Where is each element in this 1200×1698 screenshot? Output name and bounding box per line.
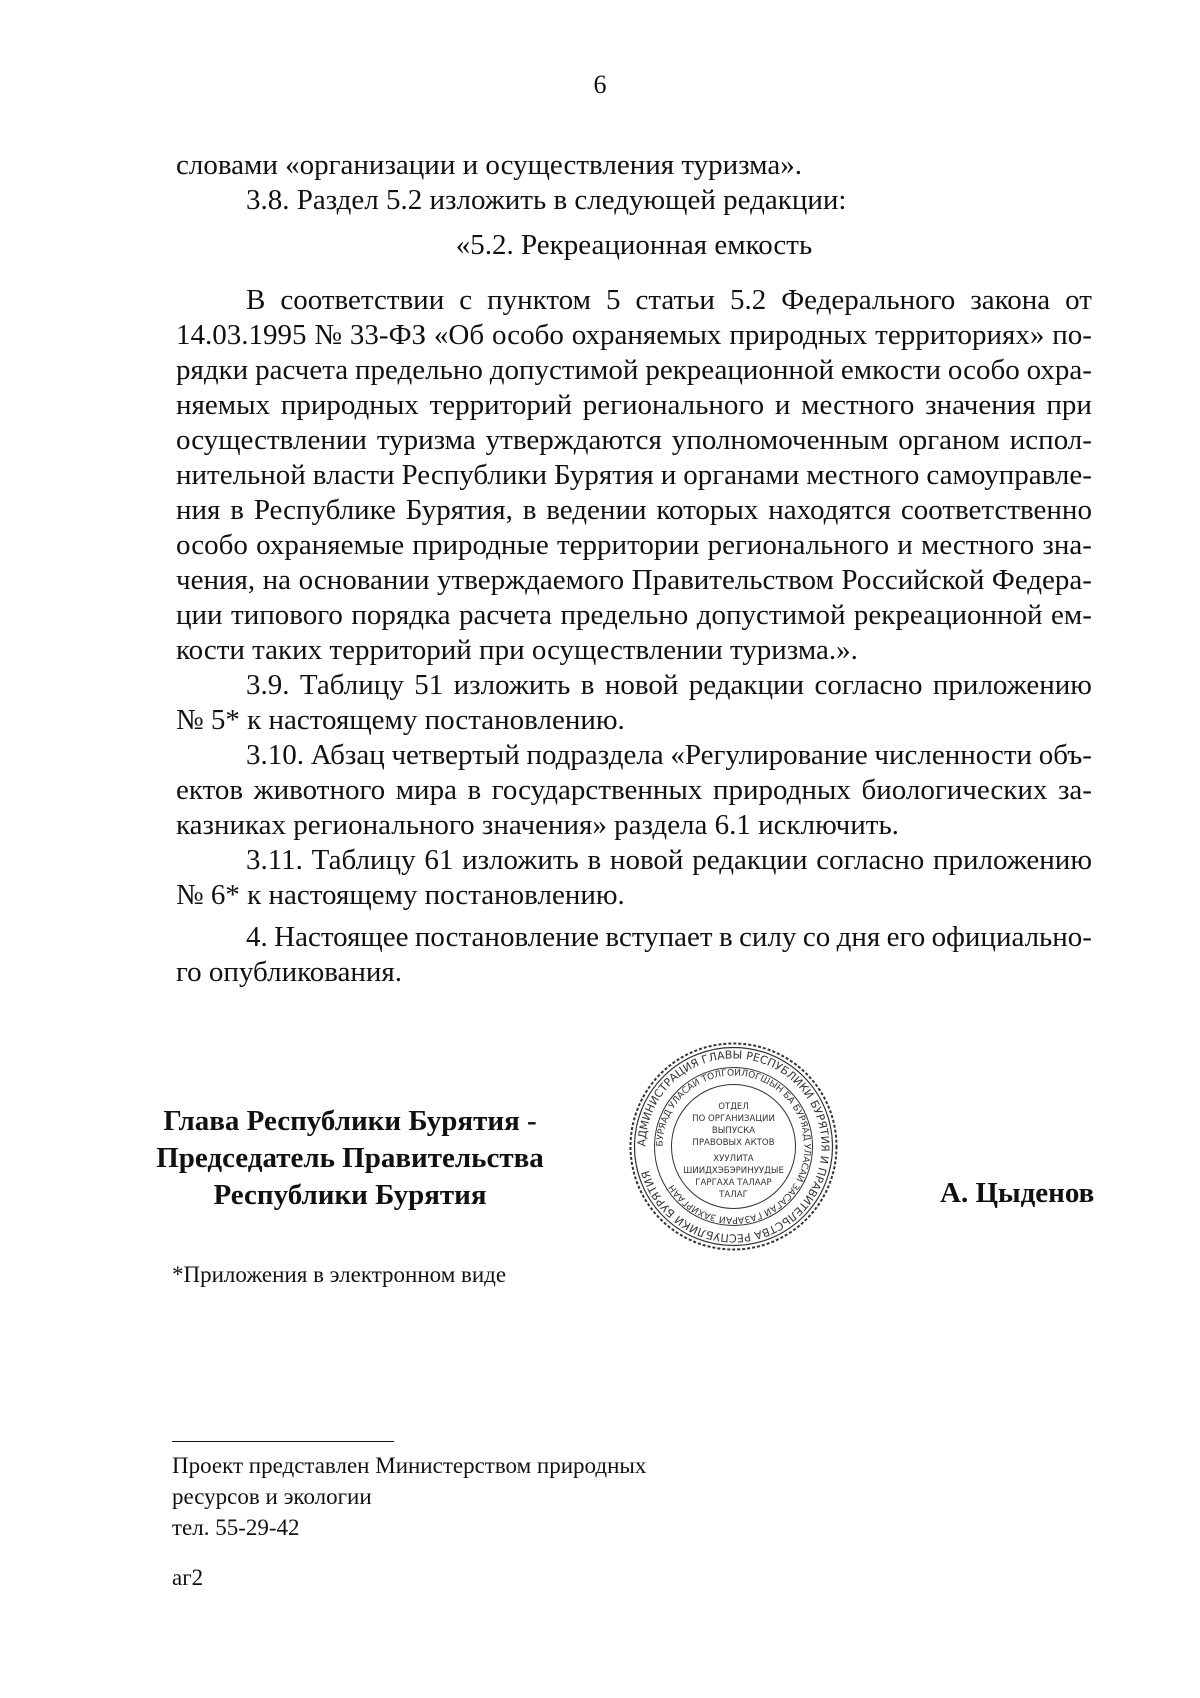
stamp-center-line: ХУУЛИТА [713,1154,754,1164]
footnote-line: тел. 55-29-42 [172,1515,300,1540]
word: особо [491,319,564,351]
word: нительной [176,459,306,491]
word: емкости [840,354,941,386]
word: местного [920,529,1035,561]
word: Республике [253,494,396,526]
word: согласно [814,669,923,701]
word: № [314,319,343,351]
word: со [802,921,831,953]
word: природные [412,529,549,561]
word: Абзац [310,739,385,771]
text-line [176,353,1092,388]
word: изложить [462,844,579,876]
stamp-center-line: ГАРГАХА ТАЛААР [695,1178,772,1188]
attachment-note: *Приложения в электронном виде [172,1262,507,1287]
word: новой [609,844,684,876]
word: природных [280,389,419,421]
text-line: № 6* к настоящему постановлению. [176,879,625,911]
signer-title-line: Республики Бурятия [213,1179,487,1211]
word: четвертый [391,739,520,771]
word: вступает [605,921,713,953]
word: приложению [932,669,1092,701]
word: за- [1057,774,1092,806]
word: природных [729,319,868,351]
word: находятся [768,494,892,526]
word: испол- [1009,424,1092,456]
word: приложению [932,844,1092,876]
word: ем- [1051,599,1092,631]
text-line [176,318,1092,353]
word: Таблицу [299,669,404,701]
word: в [230,494,244,526]
word: Российской [841,564,985,596]
word: официально- [931,921,1092,953]
word: государственных [491,774,703,806]
word: дня [836,921,881,953]
word: в [522,494,537,526]
word: постановление [414,921,600,953]
word: при [1046,389,1092,421]
stamp-center [683,1102,784,1200]
signer-name: А. Цыденов [940,1177,1095,1209]
word: 5 [606,284,621,316]
word: редакции [692,844,808,876]
word: 33-ФЗ [349,319,427,351]
word: природных [712,774,851,806]
word: мира [395,774,457,806]
word: особо [947,354,1020,386]
word: Республики [401,459,547,491]
word: рекреационной [853,599,1043,631]
word: рекреационной [645,354,834,386]
word: в [587,844,602,876]
text-line [176,388,1092,423]
section-heading-block [176,228,1092,263]
word: порядка [351,599,451,631]
word: по- [1052,319,1092,351]
word: «Регулирование [670,739,868,771]
word: охраняемых [571,319,722,351]
word: территориях» [875,319,1045,351]
word: подраздела [526,739,664,771]
word: регионального [707,529,889,561]
signature-block [150,1103,550,1214]
word: соответствии [280,284,445,316]
word: 14.03.1995 [176,319,307,351]
document-code: аг2 [172,1565,204,1590]
word: статьи [635,284,715,316]
word: территории [557,529,700,561]
stamp-center-line: ПО ОРГАНИЗАЦИИ [692,1114,775,1124]
word: утверждаются [485,424,662,456]
text-line [176,668,1092,703]
word: от [1065,284,1092,316]
word: ектов [176,774,244,806]
text-line: го опубликования. [176,956,403,988]
word: охраняемые [256,529,405,561]
word: силу [739,921,797,953]
word: 61 [424,844,454,876]
text-line: словами «организации и осуществления туризма». [176,149,802,181]
word: расчета [458,599,552,631]
word: допустимой [696,599,846,631]
word: и [660,459,677,491]
word: новой [604,669,679,701]
word: Федера- [991,564,1092,596]
word: с [459,284,473,316]
text-line: 3.8. Раздел 5.2 изложить в следующей редакции: [246,184,847,216]
word: на [262,564,292,596]
word: чения, [176,564,256,596]
word: в [580,669,595,701]
word: охра- [1026,354,1092,386]
word: соответственно [900,494,1092,526]
word: изложить [453,669,571,701]
page-number: 6 [593,70,607,99]
stamp-center-line: ШИИДХЭБЭРИНУУДЫЕ [683,1166,784,1176]
word: в [467,774,482,806]
signer-title-line: Глава Республики Бурятия - [163,1105,537,1137]
stamp-center-line: ТАЛАГ [719,1190,748,1200]
word: допустимой [489,354,639,386]
word: ведении [546,494,647,526]
stamp-outer-textpath: АДМИНИСТРАЦИЯ ГЛАВЫ РЕСПУБЛИКИ БУРЯТИЯ И ПРАВИТЕЛЬСТВА РЕСПУБЛИКИ БУРЯТИЯ [635,1048,832,1245]
word: Бурятия, [405,494,513,526]
word: рядки [176,354,249,386]
word: органами [683,459,800,491]
word: животного [253,774,386,806]
word: и [774,389,791,421]
word: особо [176,529,248,561]
word: туризма [376,424,476,456]
text-line [176,843,1092,878]
word: типового [231,599,343,631]
word: 3.11. [246,844,303,876]
word: предельно [354,354,483,386]
word: уполномоченным [671,424,889,456]
word: ния [176,494,221,526]
body-text [176,148,1092,218]
word: основании [298,564,430,596]
word: закона [970,284,1051,316]
word: 51 [414,669,444,701]
stamp-center-line: ПРАВОВЫХ АКТОВ [692,1138,775,1148]
word: В [246,284,266,316]
text-line: кости таких территорий при осуществлении туризма.». [176,634,858,666]
footnote-line: Проект представлен Министерством природных [172,1453,647,1478]
word: Бурятия [553,459,654,491]
text-line: казниках регионального значения» раздела 6.1 исключить. [176,809,899,841]
word: 3.10. [246,739,304,771]
footnote-line: ресурсов и экологии [172,1484,372,1509]
text-line [176,528,1092,563]
paragraph-4 [176,920,1092,990]
paragraph-5-2 [176,283,1092,913]
text-line [176,598,1092,633]
word: которых [656,494,759,526]
word: местного [806,459,920,491]
text-line [176,738,1092,773]
word: его [886,921,926,953]
word: биологических [861,774,1048,806]
word: и [897,529,913,561]
word: территорий [429,389,572,421]
text-line [176,773,1092,808]
word: утверждаемого [437,564,625,596]
text-line [176,563,1092,598]
word: самоуправле- [926,459,1092,491]
word: ции [176,599,223,631]
text-line [176,493,1092,528]
word: численности [874,739,1033,771]
word: 4. [246,921,268,953]
word: расчета [255,354,349,386]
word: 3.9. [246,669,290,701]
footnote-divider [172,1441,394,1442]
word: предельно [560,599,689,631]
word: Федерального [781,284,956,316]
signer-title-line: Председатель Правительства [156,1142,544,1174]
word: осуществлении [176,424,367,456]
footnote [172,1450,646,1543]
word: в [718,921,733,953]
word: няемых [176,389,271,421]
word: Таблицу [311,844,416,876]
word: пунктом [487,284,591,316]
text-line [176,458,1092,493]
word: Правительством [631,564,834,596]
word: «Об [433,319,485,351]
stamp-center-line: ОТДЕЛ [718,1102,749,1112]
word: значения [925,389,1036,421]
text-line: № 5* к настоящему постановлению. [176,704,625,736]
section-heading: «5.2. Рекреационная емкость [455,229,813,261]
word: 5.2 [729,284,767,316]
word: органом [898,424,1000,456]
text-line [176,283,1092,318]
stamp-center-line: ВЫПУСКА [711,1126,756,1136]
stamp-inner-textpath: БУРЯАД УЛАСАЙ ТОЛГОЙЛОГШЫН БА БУРЯАД УЛАСАЙ ЗАСАГАЙ ГАЗАРАЙ ЗАХИРГААН [655,1068,812,1225]
word: местного [801,389,915,421]
word: регионального [582,389,765,421]
official-stamp [627,1040,840,1253]
word: редакции [688,669,805,701]
word: объ- [1038,739,1092,771]
word: согласно [816,844,925,876]
word: зна- [1042,529,1092,561]
text-line [176,920,1092,955]
text-line [176,423,1092,458]
word: власти [312,459,395,491]
word: Настоящее [274,921,409,953]
